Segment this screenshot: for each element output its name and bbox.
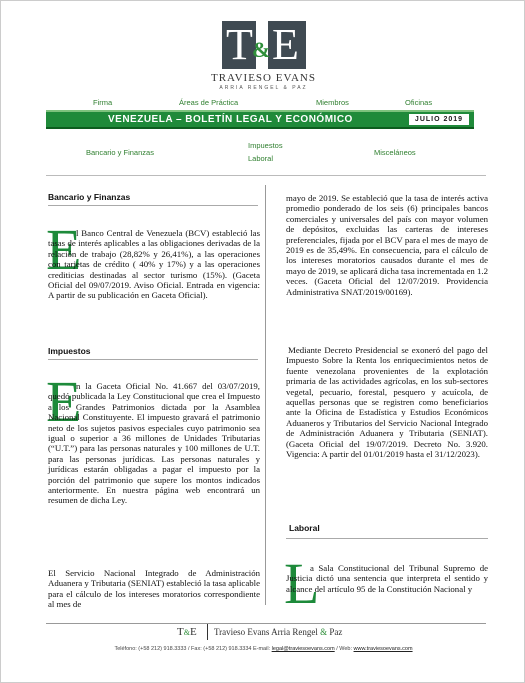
footer-logo-t: T <box>177 626 184 638</box>
firm-name: TRAVIESO EVANS <box>211 72 316 84</box>
footer-web-prefix: / Web: <box>334 646 354 652</box>
title-banner <box>46 110 474 129</box>
heading-impuestos-underline <box>48 359 258 360</box>
paragraph-seniat-continued: mayo de 2019. Se estableció que la tasa de interés activa promedio ponderado de los seis (6) principales bancos comerciales y universales del país con mayor volumen de depósitos, excluidas las carteras de intereses preferenciales, fijada por el BCV para el mes de mayo de 2019 es de 35,49%. En consecuencia, para el cálculo de los intereses moratorios causados durante el mes de mayo de 2019, se aplicará dicha tasa incrementada en 1.2 veces. (Gaceta Oficial del 12/07/2019. Providencia Administrativa SNAT/2019/00169). <box>286 193 488 297</box>
heading-laboral-underline <box>286 538 488 539</box>
logo-letter-t: T <box>226 20 253 69</box>
nav-miembros[interactable]: Miembros <box>316 98 349 107</box>
heading-bancario-underline <box>48 205 258 206</box>
heading-impuestos: Impuestos <box>48 346 91 356</box>
section-link-bancario[interactable]: Bancario y Finanzas <box>86 148 154 157</box>
section-link-impuestos[interactable]: Impuestos <box>248 141 283 150</box>
paragraph-decreto: Mediante Decreto Presidencial se exoneró del pago del Impuesto Sobre la Renta los enriquecimientos netos de fuente venezolana provenientes de la explotación primaria de las actividades agrícolas, en los sub-sectores vegetal, pecuario, forestal, pesquero y acuícola, de aquellas personas que se registren como beneficiarios ante la Oficina de Estadística y Estudios Económicos Aduaneros y Tributarios del Servicio Nacional Integrado de Administración Aduanera y Tributaria (SENIAT). (Gaceta Oficial del 19/07/2019. Decreto No. 3.920. Vigencia: A partir del 01/01/2019 hasta el 31/12/2023). <box>286 345 488 460</box>
footer-name-part2: Paz <box>329 627 343 637</box>
dropcap-impuestos: E <box>46 369 82 434</box>
nav-areas-de-practica[interactable]: Áreas de Práctica <box>179 98 239 107</box>
footer-phone-fax: Teléfono: (+58 212) 918.3333 / Fax: (+58 212) 918.3334 E-mail: <box>114 646 272 652</box>
heading-laboral: Laboral <box>289 523 320 533</box>
nav-oficinas[interactable]: Oficinas <box>405 98 433 107</box>
logo-ampersand: & <box>252 37 271 62</box>
footer-firm-name <box>214 627 342 637</box>
dropcap-laboral: L <box>284 551 320 616</box>
firm-subtitle: ARRIA RENGEL & PAZ <box>219 85 308 91</box>
footer-email-link[interactable]: legal@traviesoevans.com <box>271 646 335 652</box>
paragraph-seniat: El Servicio Nacional Integrado de Administración Aduanera y Tributaria (SENIAT) estableció la tasa aplicable para el cálculo de los intereses moratorios correspondiente al mes de <box>48 568 260 610</box>
section-link-laboral[interactable]: Laboral <box>248 154 274 163</box>
nav-firma[interactable]: Firma <box>93 98 113 107</box>
footer-separator <box>207 624 208 640</box>
bulletin-date: JULIO 2019 <box>409 114 469 125</box>
footer-logo-amp: & <box>183 628 190 637</box>
logo-letter-e: E <box>272 20 299 69</box>
footer-logo <box>177 626 197 638</box>
footer-name-amp: & <box>320 627 328 637</box>
footer-logo-e: E <box>189 626 197 638</box>
section-nav <box>1 137 525 167</box>
footer-name-part1: Travieso Evans Arria Rengel <box>214 627 318 637</box>
column-divider <box>265 185 266 605</box>
dropcap-bancario: E <box>46 217 82 282</box>
paragraph-bancario: l Banco Central de Venezuela (BCV) estableció las tasas de interés aplicables a las obligaciones derivadas de la relación de trabajo (28,82% y 26,41%), a las operaciones con tarjetas de crédito ( 40% y 17%) y a las operaciones crediticias destinadas al sector turismo (15%). (Gaceta Oficial del 09/07/2019. Aviso Oficial. Entrada en vigencia: A partir de su publicación en Gaceta Oficial). <box>48 228 260 301</box>
header-divider <box>46 175 486 176</box>
bulletin-title: VENEZUELA – BOLETÍN LEGAL Y ECONÓMICO <box>108 114 353 125</box>
section-link-miscelaneos[interactable]: Misceláneos <box>374 148 416 157</box>
footer-web-link[interactable]: www.traviesoevans.com <box>353 646 413 652</box>
footer-divider <box>46 623 486 624</box>
paragraph-laboral: a Sala Constitucional del Tribunal Supremo de Justicia dictó una sentencia que interpreta el sentido y alcance del artículo 95 de la Constitución Nacional y <box>286 563 488 594</box>
paragraph-impuestos: n la Gaceta Oficial No. 41.667 del 03/07/2019, quedó publicada la Ley Constitucional que crea el Impuesto a los Grandes Patrimonios dictada por la Asamblea Nacional Constituyente. El impuesto gravará el patrimonio neto de los sujetos pasivos especiales cuyo patrimonio sea igual o superior a 36 millones de Unidades Tributarias (“U.T.”) para las personas naturales y 100 millones de U.T. para las personas jurídicas. Las personas naturales y jurídicas estarán obligadas a pagar el impuesto por la porción del patrimonio que supere los montos indicados anteriormente. En nuestra página web encontrará un resumen de dicha Ley. <box>48 381 260 506</box>
firm-logo[interactable] <box>222 21 306 69</box>
top-nav <box>1 98 525 110</box>
heading-bancario: Bancario y Finanzas <box>48 192 131 202</box>
footer-contact <box>1 646 525 652</box>
